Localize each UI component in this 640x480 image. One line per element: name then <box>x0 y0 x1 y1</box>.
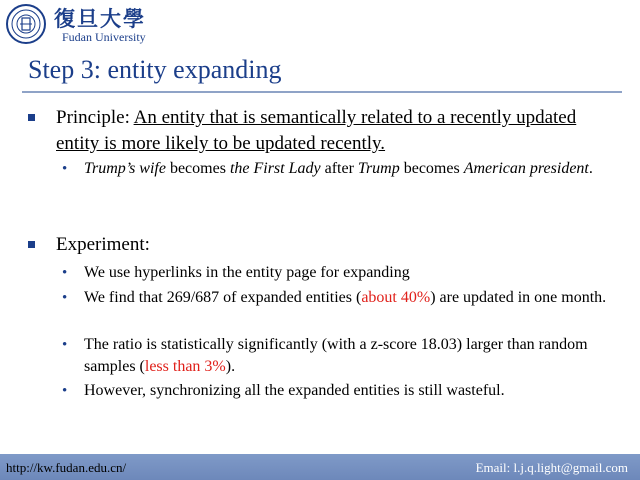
experiment-item-text: However, synchronizing all the expanded entities is still wasteful. <box>84 382 505 399</box>
square-bullet-icon <box>28 114 35 121</box>
example-part: becomes <box>399 160 464 177</box>
title-divider <box>22 91 622 93</box>
footer-email: Email: l.j.q.light@gmail.com <box>475 460 628 475</box>
dot-bullet-icon: • <box>62 337 68 353</box>
fudan-seal-icon <box>6 4 46 44</box>
principle-label: Principle: <box>56 107 130 128</box>
footer-bar <box>0 454 640 480</box>
experiment-item-text <box>84 334 619 378</box>
principle-text <box>56 105 611 157</box>
dot-bullet-icon: • <box>62 383 68 399</box>
university-name-cn: 復旦大學 <box>54 6 146 31</box>
experiment-item-text: We use hyperlinks in the entity page for expanding <box>84 264 410 281</box>
example-part: . <box>588 160 593 177</box>
dot-bullet-icon: • <box>62 161 68 177</box>
example-part: American president <box>463 160 589 177</box>
item-text-part: ) are updated in one month. <box>430 289 607 306</box>
dot-bullet-icon: • <box>62 265 68 281</box>
example-text <box>84 158 619 180</box>
highlight-percentage: less than 3% <box>144 358 226 375</box>
experiment-item-text <box>84 287 619 309</box>
example-part: after <box>320 160 358 177</box>
item-text-part: We find that 269/687 of expanded entities ( <box>84 289 362 306</box>
item-text-part: ). <box>225 358 236 375</box>
example-part: Trump <box>357 160 400 177</box>
principle-statement: An entity that is semantically related to a recently updated entity is more likely to be updated recently. <box>56 107 577 154</box>
footer-url: http://kw.fudan.edu.cn/ <box>6 460 127 475</box>
square-bullet-icon <box>28 241 35 248</box>
dot-bullet-icon: • <box>62 290 68 306</box>
example-part: Trump’s wife <box>84 160 166 177</box>
header <box>0 0 640 50</box>
item-text-part: The ratio is statistically significantly (with a z-score 18.03) larger than random samples ( <box>84 336 588 375</box>
example-part: the First Lady <box>229 160 321 177</box>
highlight-percentage: about 40% <box>361 289 431 306</box>
example-part: becomes <box>165 160 230 177</box>
experiment-label: Experiment: <box>56 234 150 255</box>
slide-title: Step 3: entity expanding <box>28 55 282 84</box>
university-name-en: Fudan University <box>62 30 146 44</box>
